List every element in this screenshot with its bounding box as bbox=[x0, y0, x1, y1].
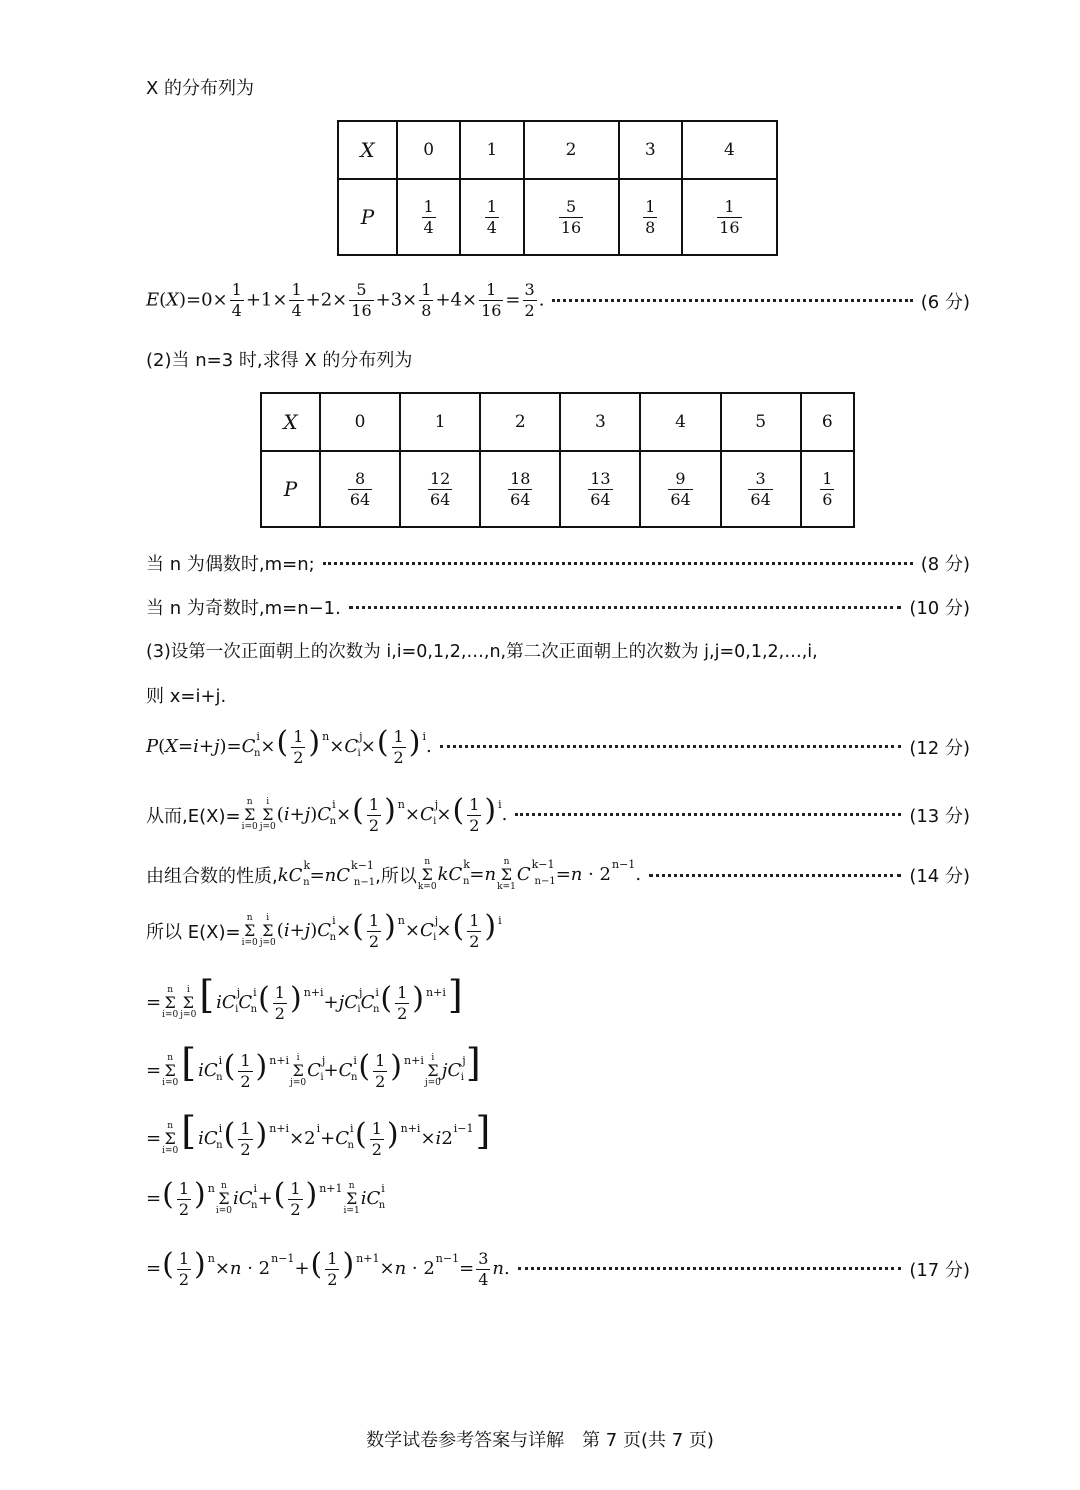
table-1-p-cell: $\frac{1}{4}$ bbox=[460, 179, 523, 255]
part-2-text: (2)当 n=3 时,求得 X 的分布列为 bbox=[146, 350, 413, 371]
table-1-p-cell: $\frac{5}{16}$ bbox=[524, 179, 619, 255]
combination-property-line bbox=[146, 858, 970, 892]
distribution-table-2 bbox=[260, 392, 855, 528]
combination-sum: n Σ k=0 $kC^k_n=n$ n Σ k=1 $C^{k-1}_{n-1}=n \cdot 2^{n-1}$. bbox=[417, 857, 642, 892]
probability-line bbox=[146, 725, 970, 767]
odd-case-text: 当 n 为奇数时,m=n−1. bbox=[146, 598, 341, 619]
derivation-line-5 bbox=[146, 1177, 970, 1219]
table-2-x-cell: 4 bbox=[640, 393, 720, 451]
expectation-sum-line bbox=[146, 793, 970, 835]
table-2-x-cell: 3 bbox=[560, 393, 640, 451]
part-3-line-1 bbox=[146, 638, 970, 663]
table-2-p-cell: $\frac{12}{64}$ bbox=[400, 451, 480, 527]
derivation-formula-4: = n Σ i=0 [ $iC^i_n$( $\frac{1}{2}$ ) $^{n+i}\times 2^i+C^i_n$( $\frac{1}{2}$ ) $^{n+i}\times i2^{i-1}$] bbox=[146, 1109, 491, 1159]
table-2-p-row bbox=[261, 451, 854, 527]
part-2-heading bbox=[146, 346, 970, 372]
score-label: (10 分) bbox=[909, 598, 970, 619]
odd-case-line bbox=[146, 594, 970, 620]
table-1-p-cell: $\frac{1}{4}$ bbox=[397, 179, 460, 255]
table-1-x-row bbox=[338, 121, 777, 179]
score-label: (6 分) bbox=[920, 291, 970, 313]
score-label: (8 分) bbox=[920, 554, 970, 575]
derivation-line-2 bbox=[146, 973, 970, 1023]
distribution-heading-text: X 的分布列为 bbox=[146, 78, 255, 99]
expectation-sum-lead: 从而,E(X)= bbox=[146, 805, 241, 827]
distribution-heading bbox=[146, 74, 970, 100]
even-case-text: 当 n 为偶数时,m=n; bbox=[146, 554, 315, 575]
table-1-x-cell: 1 bbox=[460, 121, 523, 179]
score-label: (17 分) bbox=[909, 1259, 970, 1281]
score-label: (12 分) bbox=[909, 737, 970, 759]
derivation-line-6 bbox=[146, 1247, 970, 1289]
expectation-formula: E(X)=0× $\frac{1}{4}$ +1× $\frac{1}{4}$ +2× $\frac{5}{16}$ +3× $\frac{1}{8}$ +4× $\frac{1}{16}$ = $\frac{3}{2}$ . bbox=[146, 280, 545, 320]
probability-formula: $P(X=i+j)=C^i_n\times$( $\frac{1}{2}$ ) $^n\times C^j_i\times$( $\frac{1}{2}$ ) $^i$. bbox=[146, 725, 432, 767]
derivation-formula-5: =( $\frac{1}{2}$ ) $^n$ n Σ i=0 $iC^i_n+$( $\frac{1}{2}$ ) $^{n+1}$ n Σ i=1 $iC^i_n$ bbox=[146, 1177, 386, 1219]
table-1-x-cell: 2 bbox=[524, 121, 619, 179]
derivation-line-1 bbox=[146, 909, 970, 951]
expectation-line bbox=[146, 282, 970, 319]
derivation-lead: 所以 E(X)= bbox=[146, 921, 241, 943]
table-1-x-label: X bbox=[338, 121, 397, 179]
derivation-line-3 bbox=[146, 1041, 970, 1091]
derivation-line-4 bbox=[146, 1109, 970, 1159]
table-2-x-cell: 6 bbox=[801, 393, 854, 451]
combination-lead: 由组合数的性质, bbox=[146, 866, 278, 887]
page-footer: 数学试卷参考答案与详解 第 7 页(共 7 页) bbox=[366, 1430, 714, 1451]
table-2-p-cell: $\frac{18}{64}$ bbox=[480, 451, 560, 527]
dot-leader bbox=[323, 562, 913, 565]
dot-leader bbox=[552, 299, 912, 302]
dot-leader bbox=[349, 606, 901, 609]
table-2-x-label: X bbox=[261, 393, 320, 451]
table-2-p-cell: $\frac{13}{64}$ bbox=[560, 451, 640, 527]
dot-leader bbox=[518, 1267, 902, 1270]
table-2-x-cell: 5 bbox=[721, 393, 801, 451]
table-2-p-cell: $\frac{3}{64}$ bbox=[721, 451, 801, 527]
derivation-formula-6: =( $\frac{1}{2}$ ) $^n\times n \cdot 2^{n-1}+$( $\frac{1}{2}$ ) $^{n+1}\times n \cdot 2^{n-1}=$ $\frac{3}{4}$ n. bbox=[146, 1247, 510, 1289]
combination-mid: ,所以 bbox=[375, 866, 417, 887]
part-3-text-2: 则 x=i+j. bbox=[146, 686, 227, 707]
table-2-x-cell: 0 bbox=[320, 393, 400, 451]
table-1-p-cell: $\frac{1}{8}$ bbox=[619, 179, 682, 255]
dot-leader bbox=[515, 813, 901, 816]
dot-leader bbox=[649, 874, 901, 877]
table-2-x-cell: 2 bbox=[480, 393, 560, 451]
table-1-p-cell: $\frac{1}{16}$ bbox=[682, 179, 777, 255]
even-case-line bbox=[146, 550, 970, 576]
table-2-p-cell: $\frac{9}{64}$ bbox=[640, 451, 720, 527]
table-2-x-row bbox=[261, 393, 854, 451]
derivation-formula-1: n Σ i=0 i Σ j=0 $(i+j)C^i_n\times$( $\frac{1}{2}$ ) $^n\times C^j_i\times$( $\frac{1}{2}$ ) $^i$ bbox=[241, 909, 502, 951]
table-1-p-row bbox=[338, 179, 777, 255]
combination-identity: $kC^k_n=nC^{k-1}_{n-1}$ bbox=[277, 858, 376, 888]
derivation-formula-2: = n Σ i=0 i Σ j=0 [ $iC^j_iC^i_n$( $\frac{1}{2}$ ) $^{n+i}+jC^j_iC^i_n$( $\frac{1}{2}$ ) $^{n+i}$] bbox=[146, 973, 463, 1023]
table-1-p-label: P bbox=[338, 179, 397, 255]
expectation-sum-formula: n Σ i=0 i Σ j=0 $(i+j)C^i_n\times$( $\frac{1}{2}$ ) $^n\times C^j_i\times$( $\frac{1}{2}$ ) $^i$. bbox=[241, 793, 508, 835]
derivation-formula-3: = n Σ i=0 [ $iC^i_n$( $\frac{1}{2}$ ) $^{n+i}$ i Σ j=0 $C^j_i+C^i_n$( $\frac{1}{2}$ ) $^{n+i}$ i Σ j=0 $jC^j_i$] bbox=[146, 1041, 481, 1091]
table-2-p-label: P bbox=[261, 451, 320, 527]
score-label: (14 分) bbox=[909, 866, 970, 887]
part-3-line-2 bbox=[146, 682, 970, 708]
table-2-p-cell: $\frac{1}{6}$ bbox=[801, 451, 854, 527]
table-1-x-cell: 0 bbox=[397, 121, 460, 179]
table-1-x-cell: 3 bbox=[619, 121, 682, 179]
dot-leader bbox=[440, 745, 902, 748]
distribution-table-1 bbox=[337, 120, 778, 256]
score-label: (13 分) bbox=[909, 805, 970, 827]
table-2-p-cell: $\frac{8}{64}$ bbox=[320, 451, 400, 527]
part-3-text-1: (3)设第一次正面朝上的次数为 i,i=0,1,2,…,n,第二次正面朝上的次数为 j,j=0,1,2,…,i, bbox=[146, 642, 818, 662]
table-2-x-cell: 1 bbox=[400, 393, 480, 451]
table-1-x-cell: 4 bbox=[682, 121, 777, 179]
